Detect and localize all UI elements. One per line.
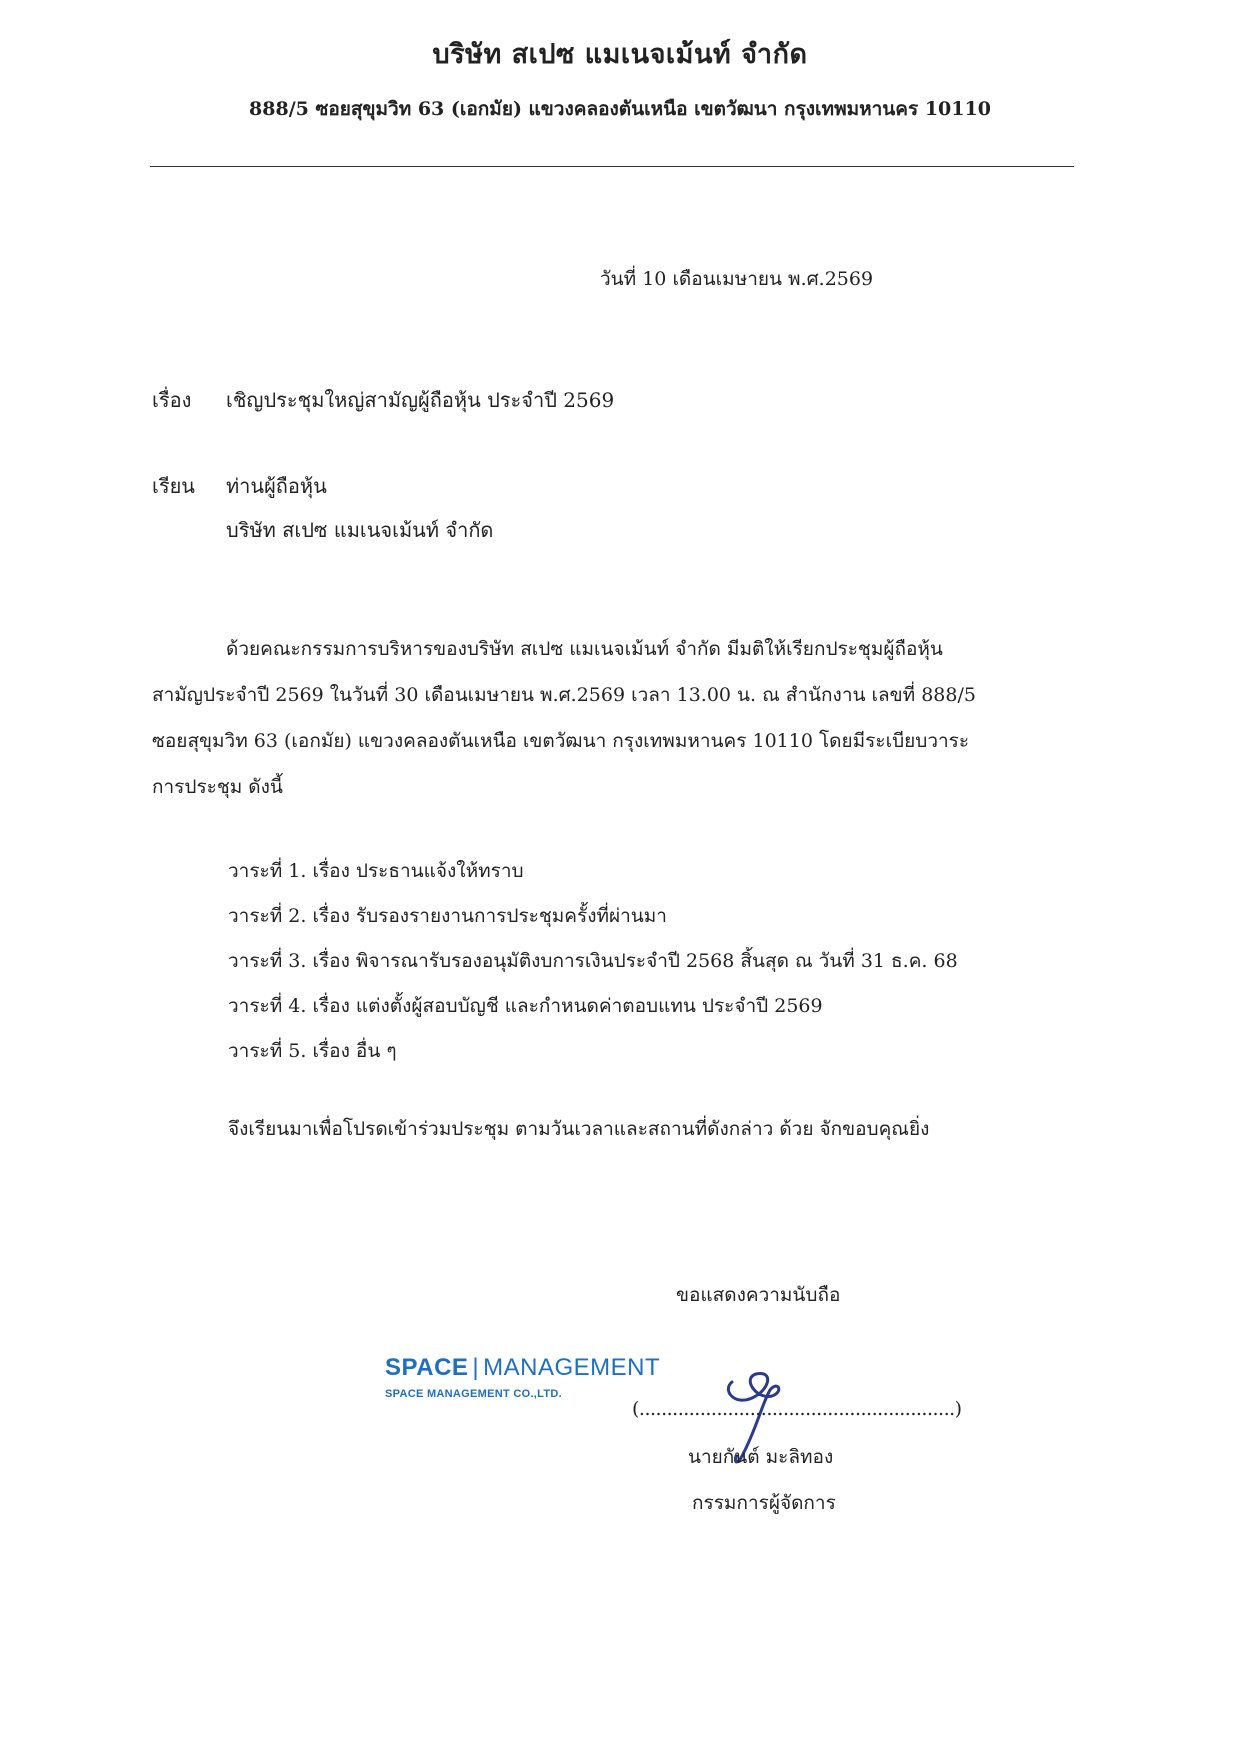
logo-separator: | [472,1354,480,1381]
body-line: สามัญประจำปี 2569 ในวันที่ 30 เดือนเมษายน พ.ศ.2569 เวลา 13.00 น. ณ สำนักงาน เลขที่ 888/5 [152,684,976,706]
agenda-item: วาระที่ 3. เรื่อง พิจารณารับรองอนุมัติงบการเงินประจำปี 2568 สิ้นสุด ณ วันที่ 31 ธ.ค. 68 [228,950,958,972]
recipient-line-1: ท่านผู้ถือหุ้น [226,474,327,498]
letter-date: วันที่ 10 เดือนเมษายน พ.ศ.2569 [600,268,874,290]
body-line: ด้วยคณะกรรมการบริหารของบริษัท สเปซ แมเนจเม้นท์ จำกัด มีมติให้เรียกประชุมผู้ถือหุ้น [226,638,943,660]
agenda-item: วาระที่ 4. เรื่อง แต่งตั้งผู้สอบบัญชี และกำหนดค่าตอบแทน ประจำปี 2569 [228,995,823,1017]
logo-subtitle: SPACE MANAGEMENT CO.,LTD. [385,1388,562,1400]
subject-label: เรื่อง [152,388,192,412]
subject-text: เชิญประชุมใหญ่สามัญผู้ถือหุ้น ประจำปี 2569 [226,388,615,412]
recipient-line-2: บริษัท สเปซ แมเนจเม้นท์ จำกัด [226,518,494,542]
logo-word-management: MANAGEMENT [483,1354,661,1381]
agenda-item: วาระที่ 2. เรื่อง รับรองรายงานการประชุมครั้งที่ผ่านมา [228,905,667,927]
signer-name: นายกันต์ มะลิทอง [688,1446,834,1468]
header-divider [150,166,1074,167]
body-line: ซอยสุขุมวิท 63 (เอกมัย) แขวงคลองตันเหนือ เขตวัฒนา กรุงเทพมหานคร 10110 โดยมีระเบียบวาระ [152,730,970,752]
signature-line: (.........................................................) [632,1398,962,1420]
agenda-item: วาระที่ 5. เรื่อง อื่น ๆ [228,1040,397,1062]
logo-wordmark [385,1354,661,1382]
logo-word-space: SPACE [385,1354,469,1381]
company-logo [385,1354,661,1414]
body-line: การประชุม ดังนี้ [152,776,283,798]
closing-line: จึงเรียนมาเพื่อโปรดเข้าร่วมประชุม ตามวันเวลาและสถานที่ดังกล่าว ด้วย จักขอบคุณยิ่ง [228,1118,930,1140]
company-name: บริษัท สเปซ แมเนจเม้นท์ จำกัด [432,39,808,70]
agenda-item: วาระที่ 1. เรื่อง ประธานแจ้งให้ทราบ [228,860,524,882]
company-address: 888/5 ซอยสุขุมวิท 63 (เอกมัย) แขวงคลองตันเหนือ เขตวัฒนา กรุงเทพมหานคร 10110 [249,98,991,120]
regards-text: ขอแสดงความนับถือ [676,1284,841,1306]
signer-title: กรรมการผู้จัดการ [692,1492,836,1514]
recipient-label: เรียน [152,474,195,498]
